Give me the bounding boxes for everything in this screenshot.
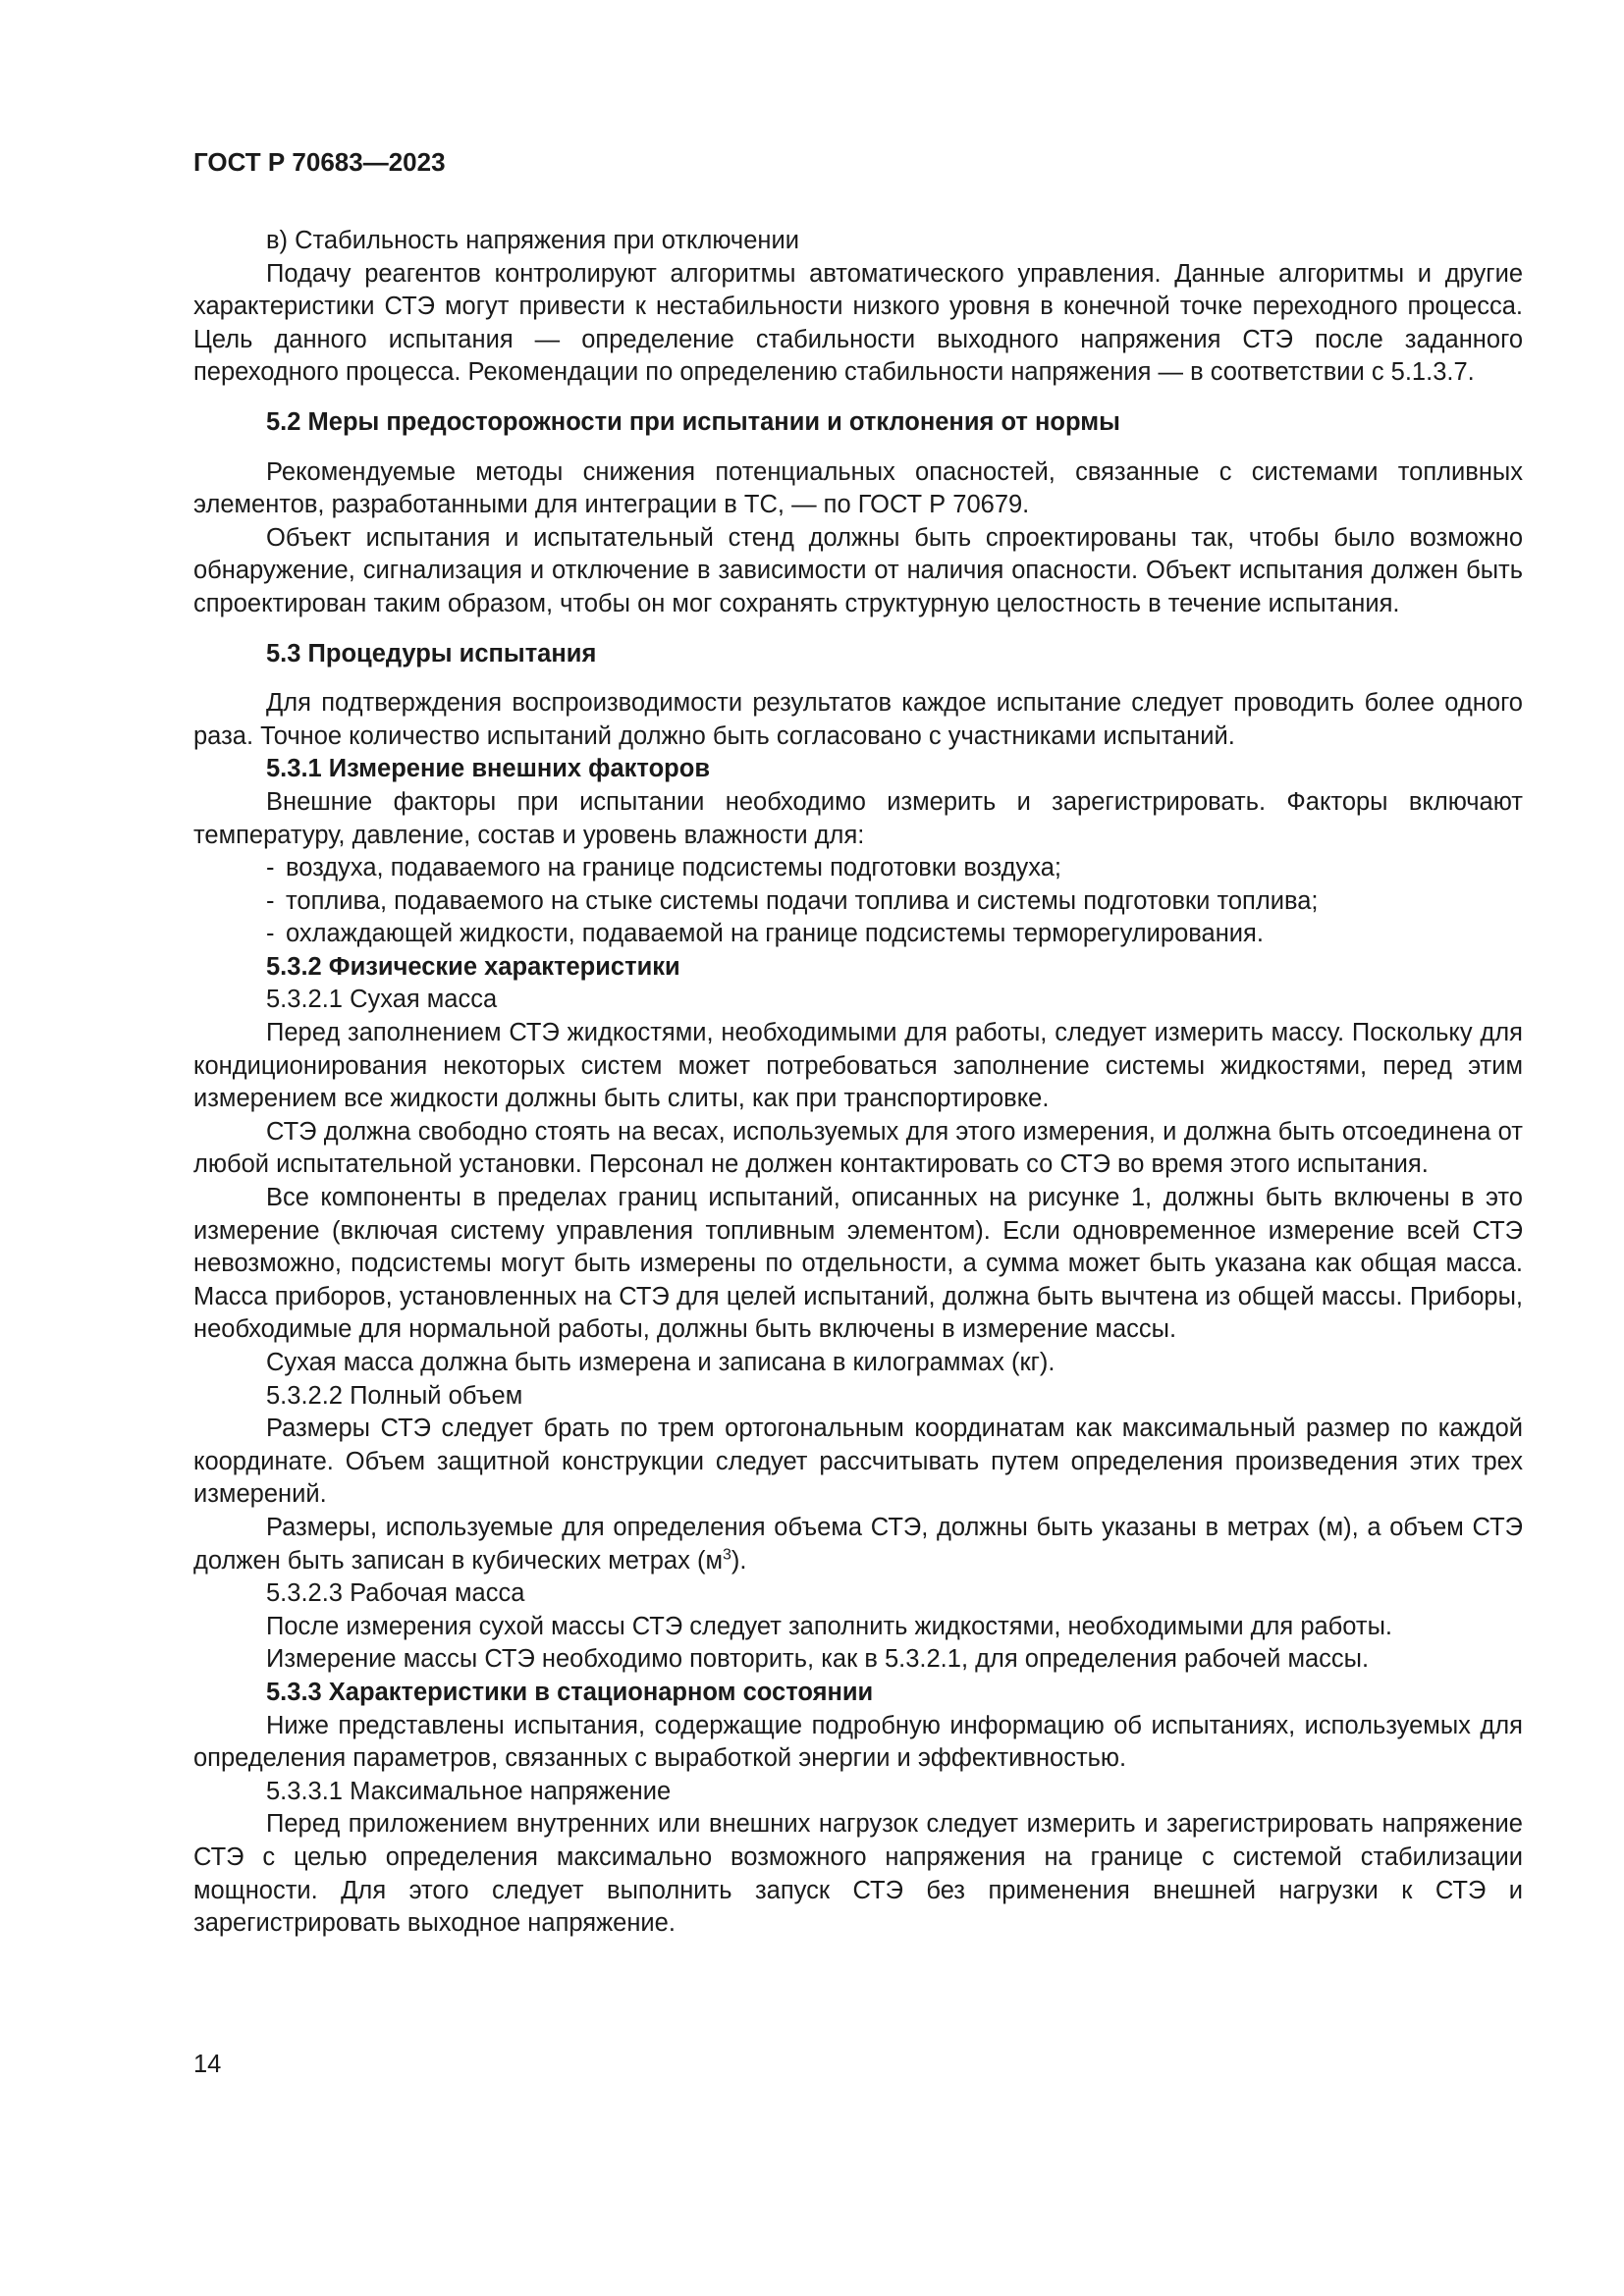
section-5-3-2-3-paragraph-1: После измерения сухой массы СТЭ следует заполнить жидкостями, необходимыми для работы.	[266, 1612, 1393, 1640]
section-5-2-paragraph-2: Объект испытания и испытательный стенд должны быть спроектированы так, чтобы было возможно обнаружение, сигнализация и отключение в зависимости от наличия опасности. Объект испытания должен быть спроектирован таким образом, чтобы он мог сохранять структурную целостность в течение испытания.	[193, 523, 1523, 617]
section-5-3-2-2-title: 5.3.2.2 Полный объем	[266, 1381, 523, 1410]
section-5-3-3-1-paragraph: Перед приложением внутренних или внешних нагрузок следует измерить и зарегистрировать напряжение СТЭ с целью определения максимально возможного напряжения на границе с системой стабилизации мощности. Для этого следует выполнить запуск СТЭ без применения внешней нагрузки к СТЭ и зарегистрировать выходное напряжение.	[193, 1810, 1523, 1938]
section-5-3-2-1-paragraph-2: СТЭ должна свободно стоять на весах, используемых для этого измерения, и должна быть отсоединена от любой испытательной установки. Персонал не должен контактировать со СТЭ во время этого испытания.	[193, 1117, 1523, 1179]
list-item-text: топлива, подаваемого на стыке системы подачи топлива и системы подготовки топлива;	[286, 886, 1319, 915]
section-5-3-heading: 5.3 Процедуры испытания	[266, 639, 597, 667]
section-5-3-3-paragraph: Ниже представлены испытания, содержащие подробную информацию об испытаниях, используемых для определения параметров, связанных с выработкой энергии и эффективностью.	[193, 1711, 1523, 1773]
section-5-2-paragraph-1: Рекомендуемые методы снижения потенциальных опасностей, связанные с системами топливных элементов, разработанными для интеграции в ТС, — по ГОСТ Р 70679.	[193, 457, 1523, 519]
section-5-3-2-heading: 5.3.2 Физические характеристики	[266, 952, 680, 981]
section-5-3-2-1-paragraph-3: Все компоненты в пределах границ испытаний, описанных на рисунке 1, должны быть включены в это измерение (включая систему управления топливным элементом). Если одновременное измерение всей СТЭ невозможно, подсистемы могут быть измерены по отдельности, а сумма может быть указана как общая масса. Масса приборов, установленных на СТЭ для целей испытаний, должна быть вычтена из общей массы. Приборы, необходимые для нормальной работы, должны быть включены в измерение массы.	[193, 1184, 1523, 1344]
document-id-header: ГОСТ Р 70683—2023	[193, 147, 446, 177]
section-5-3-1-paragraph: Внешние факторы при испытании необходимо измерить и зарегистрировать. Факторы включают температуру, давление, состав и уровень влажности для:	[193, 787, 1523, 849]
list-item-text: воздуха, подаваемого на границе подсистемы подготовки воздуха;	[286, 854, 1061, 882]
cubic-superscript: 3	[722, 1546, 731, 1564]
section-5-3-2-2-paragraph-2	[193, 1512, 1523, 1577]
list-dash: -	[266, 920, 275, 948]
volume-text-end: ).	[731, 1546, 747, 1575]
section-5-3-2-2-paragraph-1: Размеры СТЭ следует брать по трем ортогональным координатам как максимальный размер по каждой координате. Объем защитной конструкции следует рассчитывать путем определения произведения этих трех измерений.	[193, 1415, 1523, 1509]
list-item	[193, 918, 1523, 951]
section-5-3-1-heading: 5.3.1 Измерение внешних факторов	[266, 755, 710, 783]
page-number: 14	[193, 2051, 222, 2078]
section-5-2-heading: 5.2 Меры предосторожности при испытании и отклонения от нормы	[266, 407, 1120, 436]
list-item	[193, 885, 1523, 919]
section-5-3-2-1-paragraph-1: Перед заполнением СТЭ жидкостями, необходимыми для работы, следует измерить массу. Поскольку для кондиционирования некоторых систем может потребоваться заполнение системы жидкостями, перед этим измерением все жидкости должны быть слиты, как при транспортировке.	[193, 1019, 1523, 1113]
section-5-3-2-1-title: 5.3.2.1 Сухая масса	[266, 986, 498, 1014]
section-v-paragraph: Подачу реагентов контролируют алгоритмы автоматического управления. Данные алгоритмы и другие характеристики СТЭ могут привести к нестабильности низкого уровня в конечной точке переходного процесса. Цель данного испытания — определение стабильности выходного напряжения СТЭ после заданного переходного процесса. Рекомендации по определению стабильности напряжения — в соответствии с 5.1.3.7.	[193, 259, 1523, 387]
section-5-3-3-1-title: 5.3.3.1 Максимальное напряжение	[266, 1777, 672, 1805]
section-5-3-2-3-title: 5.3.2.3 Рабочая масса	[266, 1579, 525, 1608]
volume-text: Размеры, используемые для определения объема СТЭ, должны быть указаны в метрах (м), а объем СТЭ должен быть записан в кубических метрах (м	[193, 1513, 1523, 1575]
section-5-3-2-3-paragraph-2: Измерение массы СТЭ необходимо повторить, как в 5.3.2.1, для определения рабочей массы.	[266, 1645, 1370, 1674]
list-dash: -	[266, 854, 275, 882]
list-item	[193, 852, 1523, 885]
section-5-3-3-heading: 5.3.3 Характеристики в стационарном состоянии	[266, 1678, 874, 1706]
section-5-3-paragraph: Для подтверждения воспроизводимости результатов каждое испытание следует проводить более одного раза. Точное количество испытаний должно быть согласовано с участниками испытаний.	[193, 689, 1523, 750]
section-5-3-2-1-paragraph-4: Сухая масса должна быть измерена и записана в килограммах (кг).	[266, 1349, 1056, 1376]
list-item-text: охлаждающей жидкости, подаваемой на границе подсистемы терморегулирования.	[286, 920, 1264, 948]
list-dash: -	[266, 886, 275, 915]
section-v-title: в) Стабильность напряжения при отключении	[266, 227, 799, 254]
